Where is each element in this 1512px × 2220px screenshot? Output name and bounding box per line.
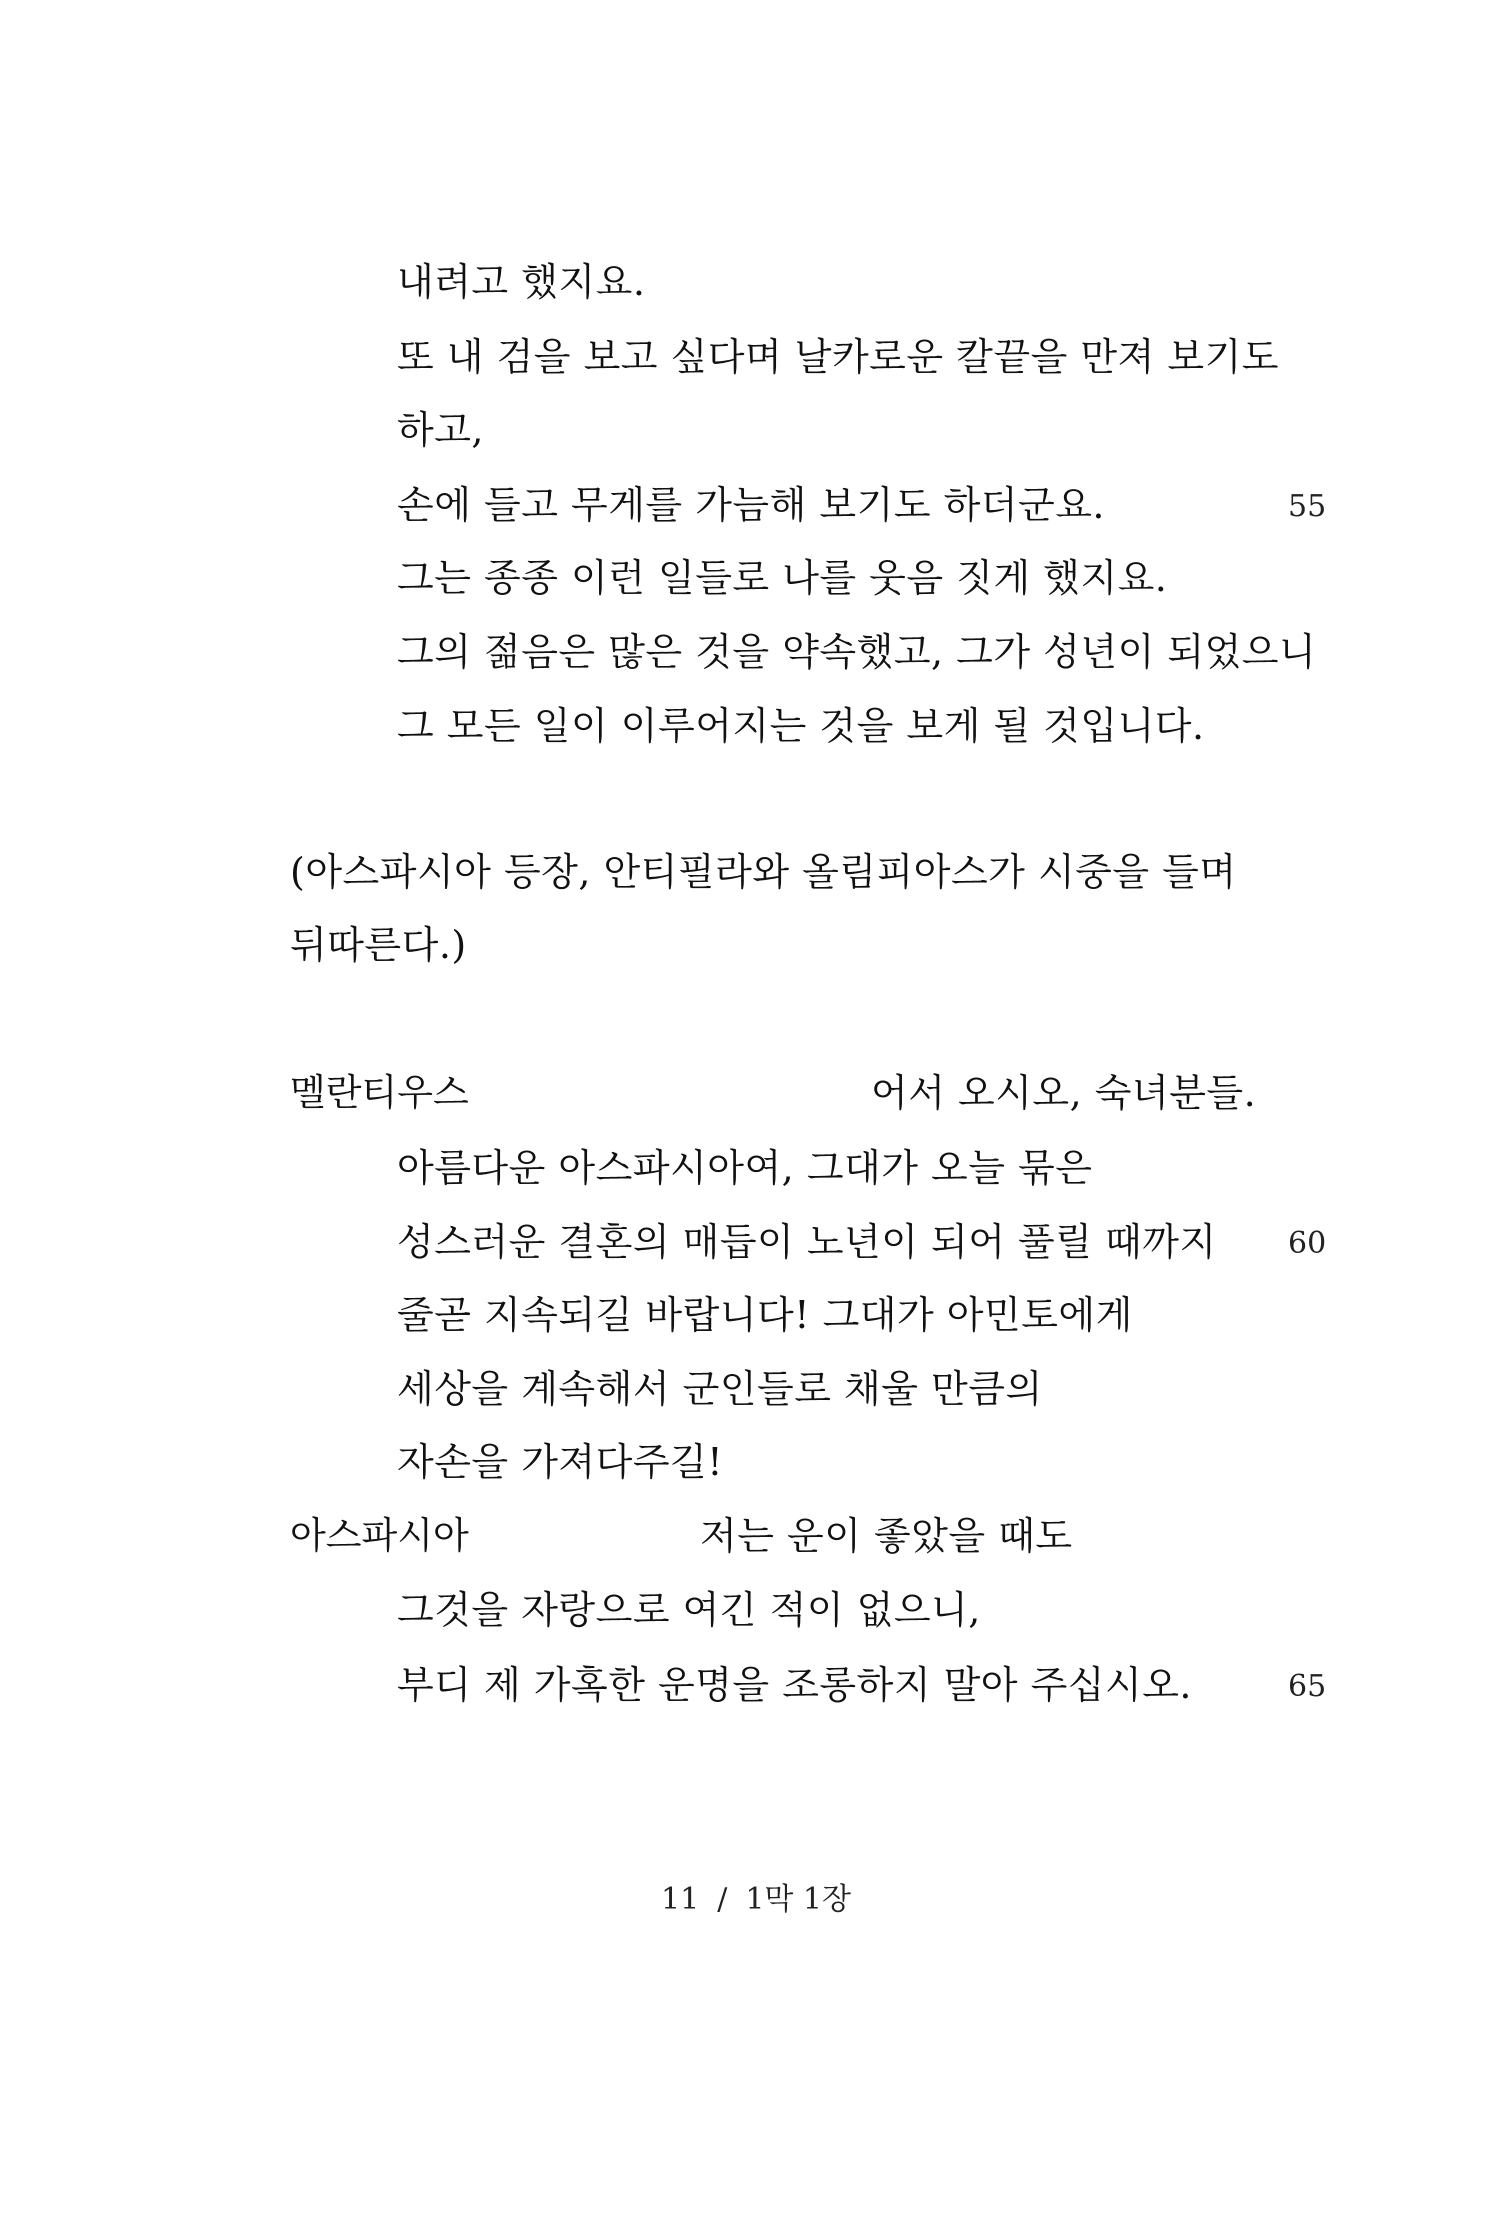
page-number: 11 (661, 1882, 700, 1917)
verse-line: 어서 오시오, 숙녀분들. (871, 1071, 1257, 1115)
speaker-name: 멜란티우스 (290, 1071, 469, 1114)
verse-line: 자손을 가져다주길! (397, 1440, 724, 1484)
stage-direction: (아스파시아 등장, 안티필라와 올림피아스가 시중을 들며 (290, 850, 1237, 894)
verse-line: 부디 제 가혹한 운명을 조롱하지 말아 주십시오. (397, 1663, 1193, 1707)
verse-line: 또 내 검을 보고 싶다며 날카로운 칼끝을 만져 보기도 (397, 335, 1280, 379)
verse-line: 세상을 계속해서 군인들로 채울 만큼의 (397, 1367, 1043, 1411)
line-number: 55 (1288, 489, 1327, 524)
verse-line: 저는 운이 좋았을 때도 (700, 1514, 1073, 1558)
line-number: 65 (1288, 1669, 1327, 1704)
verse-line: 하고, (397, 408, 484, 452)
verse-line: 손에 들고 무게를 가늠해 보기도 하더군요. (397, 483, 1106, 527)
verse-line: 아름다운 아스파시아여, 그대가 오늘 묶은 (397, 1146, 1093, 1190)
verse-line: 그것을 자랑으로 여긴 적이 없으니, (397, 1588, 981, 1632)
verse-line: 그의 젊음은 많은 것을 약속했고, 그가 성년이 되었으니 (397, 630, 1317, 674)
footer-separator: / (717, 1882, 728, 1917)
verse-line: 그 모든 일이 이루어지는 것을 보게 될 것입니다. (397, 704, 1205, 748)
speaker-name: 아스파시아 (290, 1514, 469, 1557)
verse-line: 줄곧 지속되길 바랍니다! 그대가 아민토에게 (397, 1293, 1133, 1337)
verse-line: 내려고 했지요. (397, 260, 646, 304)
verse-line: 그는 종종 이런 일들로 나를 웃음 짓게 했지요. (397, 556, 1168, 600)
stage-direction: 뒤따른다.) (290, 923, 467, 967)
section-label: 1막 1장 (745, 1882, 851, 1917)
page-footer (0, 1880, 1512, 1920)
verse-line: 성스러운 결혼의 매듭이 노년이 되어 풀릴 때까지 (397, 1220, 1217, 1264)
line-number: 60 (1288, 1226, 1327, 1261)
